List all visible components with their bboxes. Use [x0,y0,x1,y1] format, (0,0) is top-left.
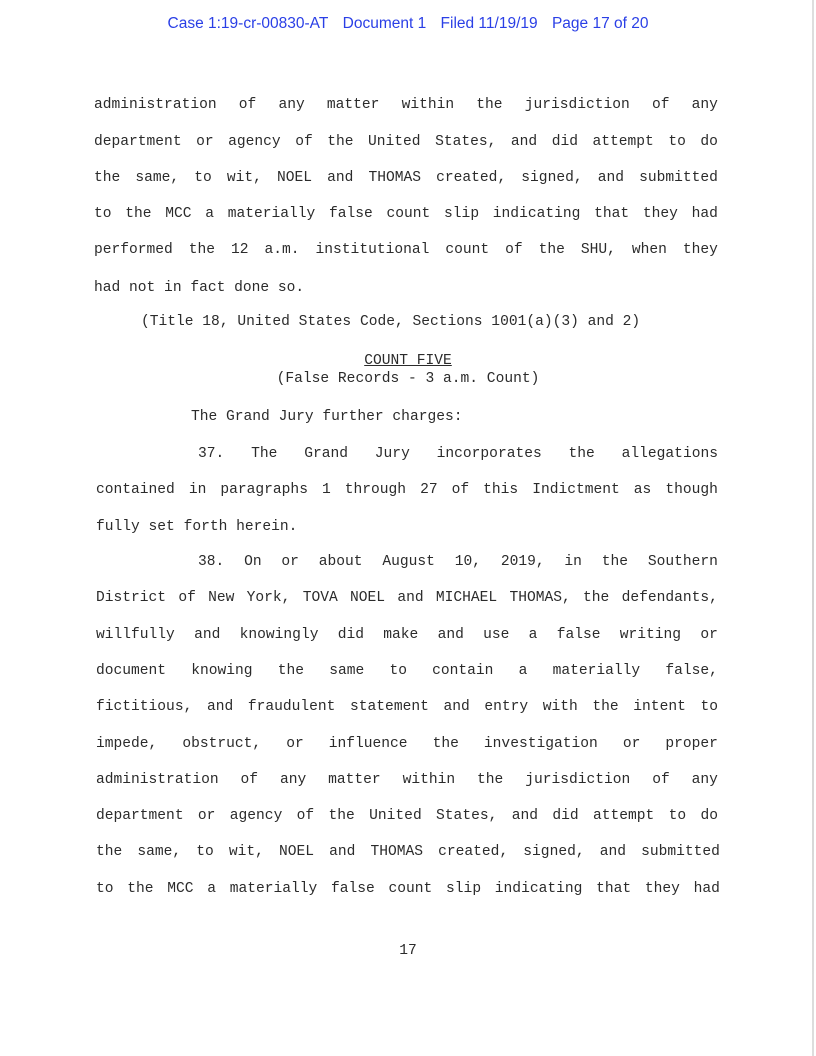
word: United [368,134,421,150]
word: agency [229,808,283,824]
word: paragraphs [220,482,308,498]
word: created, [438,844,509,860]
para-38-line-3 [96,627,718,643]
word: and [206,699,234,715]
word: as [633,482,652,498]
para-37-line-3: fully set forth herein. [96,519,298,535]
word: count [445,242,490,258]
word: institutional [315,242,430,258]
word: to [194,170,212,186]
word: they [644,881,680,897]
word: about [318,554,363,570]
word: or [196,134,214,150]
word: 38. [198,554,225,570]
word: proper [665,736,718,752]
word: or [286,736,304,752]
word: MICHAEL [435,590,498,606]
word: 10, [454,554,481,570]
word: of [295,134,313,150]
word: intent [633,699,686,715]
word: or [622,736,641,752]
word: materially [227,206,316,222]
word: false [329,206,373,222]
top-line-6: had not in fact done so. [94,280,305,296]
word: the [277,663,305,679]
word: a [518,663,528,679]
word: and [397,590,424,606]
word: of [451,482,470,498]
word: The [251,446,278,462]
word: 37. [198,446,225,462]
word: and [437,627,464,643]
word: slip [446,881,482,897]
word: attempt [592,808,655,824]
word: obstruct, [182,736,262,752]
word: and [443,699,470,715]
word: the [583,590,610,606]
word: contained [96,482,175,498]
word: the [328,808,355,824]
word: use [483,627,510,643]
word: investigation [483,736,598,752]
word: District [96,590,167,606]
word: attempt [592,134,654,150]
statute-citation: (Title 18, United States Code, Sections 1001(a)(3) and 2) [141,314,641,330]
word: to [389,663,407,679]
word: in [188,482,207,498]
word: Southern [647,554,718,570]
word: do [700,808,718,824]
word: to [96,881,114,897]
para-38-line-8 [96,808,718,824]
scan-edge-line [812,0,814,1056]
header-document-number: Document 1 [342,15,427,32]
word: to [668,808,687,824]
word: 1 [321,482,331,498]
word: performed [94,242,173,258]
word: materially [229,881,318,897]
word: with [542,699,578,715]
word: false [556,627,601,643]
word: administration [94,97,217,113]
word: a [205,206,214,222]
word: when [631,242,667,258]
word: did [552,808,579,824]
word: had [691,206,718,222]
word: wit, [226,170,262,186]
word: THOMAS [368,170,422,186]
word: jurisdiction [524,97,630,113]
word: impede, [96,736,158,752]
word: or [197,808,216,824]
header-case-number: Case 1:19-cr-00830-AT [167,15,329,32]
word: that [594,206,630,222]
word: and [329,844,356,860]
word: submitted [641,844,720,860]
word: NOEL [279,844,315,860]
para-38-line-1 [198,554,718,570]
word: department [96,808,184,824]
para-38-line-7 [96,772,718,788]
word: or [281,554,299,570]
count-five-subheading: (False Records - 3 a.m. Count) [276,371,540,387]
word: of [651,97,670,113]
word: within [402,772,456,788]
top-line-2 [94,134,718,150]
word: the [592,699,619,715]
word: any [691,772,718,788]
word: the [538,242,565,258]
word: the [327,134,354,150]
count-five-heading [0,353,816,369]
word: to [700,699,718,715]
word: and [599,844,626,860]
word: knowingly [239,627,319,643]
word: fraudulent [247,699,336,715]
grand-jury-intro: The Grand Jury further charges: [191,409,463,425]
word: any [278,97,305,113]
word: matter [328,772,381,788]
word: the [125,206,152,222]
word: to [196,844,214,860]
word: though [665,482,718,498]
word: do [700,134,718,150]
word: did [337,627,365,643]
word: a.m. [264,242,300,258]
top-line-4 [94,206,718,222]
para-38-line-2 [96,590,718,606]
word: administration [96,772,219,788]
word: York, [246,590,291,606]
word: the [188,242,216,258]
word: slip [444,206,480,222]
word: of [238,97,257,113]
word: the [432,736,459,752]
word: signed, [523,844,585,860]
word: of [296,808,315,824]
para-37-line-1 [198,446,718,462]
word: wit, [228,844,264,860]
word: and [327,170,354,186]
word: THOMAS, [509,590,571,606]
word: this [483,482,519,498]
word: within [401,97,455,113]
word: allegations [621,446,718,462]
word: TOVA [302,590,338,606]
word: of [652,772,670,788]
word: created, [436,170,507,186]
top-line-5 [94,242,718,258]
word: or [700,627,718,643]
word: department [94,134,182,150]
word: same, [137,844,182,860]
word: and [510,134,538,150]
word: false, [665,663,718,679]
word: make [383,627,419,643]
word: document [96,663,167,679]
para-38-line-9 [96,844,720,860]
para-37-line-2 [96,482,718,498]
word: agency [228,134,281,150]
word: August [382,554,435,570]
top-line-1 [94,97,718,113]
word: defendants, [621,590,718,606]
word: 2019, [500,554,545,570]
word: had [693,881,720,897]
word: jurisdiction [525,772,631,788]
word: MCC [167,881,194,897]
word: matter [326,97,380,113]
word: SHU, [580,242,616,258]
word: the [477,772,504,788]
word: they [682,242,718,258]
word: that [596,881,632,897]
word: materially [552,663,641,679]
word: 27 [420,482,438,498]
word: signed, [521,170,583,186]
word: Grand [304,446,348,462]
word: same, [135,170,180,186]
word: 12 [231,242,249,258]
word: influence [328,736,408,752]
word: same [329,663,365,679]
word: any [279,772,307,788]
word: fictitious, [96,699,193,715]
word: the [568,446,595,462]
word: NOEL [350,590,386,606]
para-38-line-6 [96,736,718,752]
top-line-3 [94,170,718,186]
word: Jury [374,446,410,462]
word: THOMAS [370,844,424,860]
word: count [388,881,433,897]
word: NOEL [277,170,313,186]
word: of [505,242,523,258]
word: incorporates [436,446,542,462]
word: the [94,170,121,186]
word: of [178,590,196,606]
word: to [94,206,112,222]
word: the [601,554,629,570]
word: in [564,554,582,570]
word: the [96,844,123,860]
word: to [668,134,686,150]
word: indicating [494,881,583,897]
word: States, [435,134,497,150]
word: New [208,590,235,606]
word: a [528,627,538,643]
word: a [207,881,216,897]
word: and [194,627,221,643]
word: any [691,97,718,113]
word: they [642,206,678,222]
word: Indictment [532,482,620,498]
word: writing [619,627,682,643]
word: entry [484,699,529,715]
word: indicating [492,206,581,222]
para-38-line-5 [96,699,718,715]
word: contain [432,663,494,679]
word: States, [436,808,498,824]
para-38-line-4 [96,663,718,679]
word: willfully [96,627,175,643]
word: and [597,170,624,186]
word: through [344,482,407,498]
word: knowing [191,663,253,679]
count-five-title: COUNT FIVE [364,353,452,369]
word: On [244,554,262,570]
word: count [386,206,431,222]
word: false [331,881,375,897]
ecf-header [0,15,816,33]
header-page-count: Page 17 of 20 [551,15,649,32]
para-38-line-10 [96,881,720,897]
word: statement [350,699,429,715]
word: United [369,808,422,824]
word: the [476,97,503,113]
word: did [551,134,578,150]
word: of [240,772,259,788]
word: submitted [639,170,718,186]
word: the [127,881,154,897]
header-filed-date: Filed 11/19/19 [440,15,538,32]
page-number: 17 [399,943,417,959]
word: MCC [165,206,192,222]
word: and [511,808,538,824]
